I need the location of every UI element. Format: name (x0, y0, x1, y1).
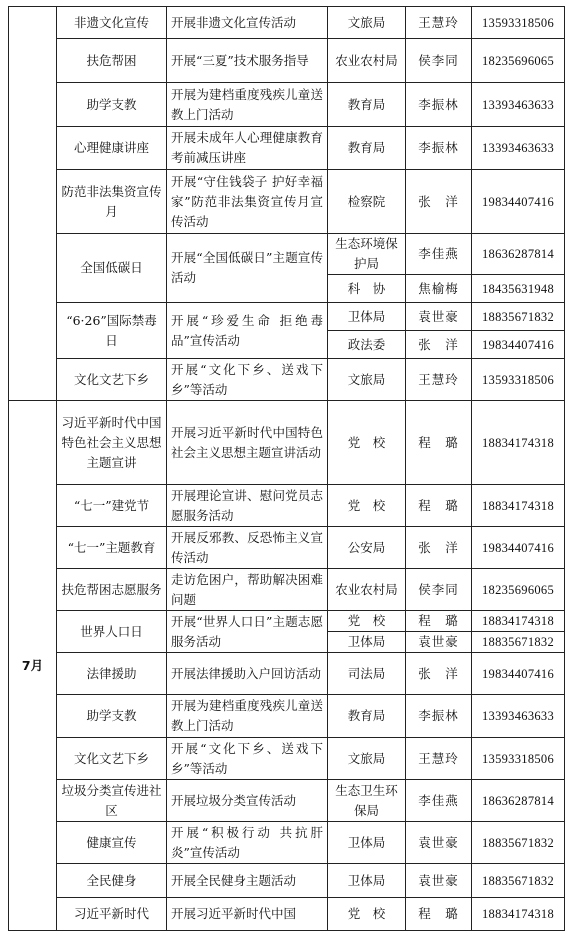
unit-cell: 公安局 (328, 527, 406, 569)
project-cell: 助学支教 (57, 695, 167, 738)
project-cell: 健康宣传 (57, 822, 167, 864)
project-cell: 非遗文化宣传 (57, 7, 167, 39)
person-cell: 王慧玲 (406, 7, 472, 39)
unit-cell: 检察院 (328, 170, 406, 234)
phone-cell: 19834407416 (472, 331, 565, 359)
person-cell: 袁世豪 (406, 632, 472, 653)
phone-cell: 18235696065 (472, 569, 565, 611)
table-row (9, 653, 565, 695)
project-cell: 心理健康讲座 (57, 127, 167, 170)
table-row (9, 611, 565, 632)
person-cell: 李佳燕 (406, 780, 472, 822)
phone-cell: 13393463633 (472, 695, 565, 738)
unit-cell: 文旅局 (328, 738, 406, 780)
table-row (9, 170, 565, 234)
table-row (9, 569, 565, 611)
unit-cell: 教育局 (328, 695, 406, 738)
unit-cell: 司法局 (328, 653, 406, 695)
project-cell: 全国低碳日 (57, 234, 167, 303)
person-cell: 张 洋 (406, 331, 472, 359)
unit-cell: 党 校 (328, 898, 406, 931)
unit-cell: 卫体局 (328, 864, 406, 898)
content-cell: 开展垃圾分类宣传活动 (167, 780, 328, 822)
phone-cell: 18834174318 (472, 611, 565, 632)
phone-cell: 19834407416 (472, 653, 565, 695)
project-cell: “七一”主题教育 (57, 527, 167, 569)
table-row (9, 864, 565, 898)
phone-cell: 18235696065 (472, 39, 565, 83)
table-row (9, 127, 565, 170)
project-cell: 文化文艺下乡 (57, 359, 167, 401)
person-cell: 李振林 (406, 83, 472, 127)
month-cell-prev (9, 7, 57, 401)
content-cell: 开展“世界人口日”主题志愿服务活动 (167, 611, 328, 653)
content-cell: 开展反邪教、反恐怖主义宣传活动 (167, 527, 328, 569)
person-cell: 李佳燕 (406, 234, 472, 275)
person-cell: 王慧玲 (406, 738, 472, 780)
person-cell: 焦榆梅 (406, 275, 472, 303)
content-cell: 开展未成年人心理健康教育考前减压讲座 (167, 127, 328, 170)
unit-cell: 卫体局 (328, 303, 406, 331)
content-cell: 开展“三夏”技术服务指导 (167, 39, 328, 83)
unit-cell: 卫体局 (328, 632, 406, 653)
unit-cell: 生态环境保护局 (328, 234, 406, 275)
person-cell: 程 璐 (406, 401, 472, 485)
table-row (9, 822, 565, 864)
person-cell: 程 璐 (406, 485, 472, 527)
content-cell: 开展“文化下乡、送戏下乡”等活动 (167, 738, 328, 780)
project-cell: 习近平新时代 (57, 898, 167, 931)
person-cell: 程 璐 (406, 611, 472, 632)
person-cell: 李振林 (406, 695, 472, 738)
phone-cell: 19834407416 (472, 170, 565, 234)
phone-cell: 18636287814 (472, 234, 565, 275)
content-cell: 开展“守住钱袋子 护好幸福家”防范非法集资宣传月宣传活动 (167, 170, 328, 234)
unit-cell: 农业农村局 (328, 569, 406, 611)
unit-cell: 生态卫生环保局 (328, 780, 406, 822)
phone-cell: 13393463633 (472, 127, 565, 170)
table-row (9, 401, 565, 485)
content-cell: 开展“全国低碳日”主题宣传活动 (167, 234, 328, 303)
unit-cell: 教育局 (328, 83, 406, 127)
table-row (9, 695, 565, 738)
content-cell: 开展法律援助入户回访活动 (167, 653, 328, 695)
person-cell: 侯李同 (406, 39, 472, 83)
unit-cell: 文旅局 (328, 359, 406, 401)
project-cell: 法律援助 (57, 653, 167, 695)
project-cell: 扶危帮困志愿服务 (57, 569, 167, 611)
unit-cell: 党 校 (328, 485, 406, 527)
phone-cell: 13593318506 (472, 738, 565, 780)
project-cell: “七一”建党节 (57, 485, 167, 527)
unit-cell: 党 校 (328, 401, 406, 485)
phone-cell: 13593318506 (472, 359, 565, 401)
phone-cell: 18834174318 (472, 401, 565, 485)
unit-cell: 政法委 (328, 331, 406, 359)
table-row (9, 303, 565, 331)
table-row (9, 7, 565, 39)
project-cell: 习近平新时代中国特色社会主义思想主题宣讲 (57, 401, 167, 485)
person-cell: 李振林 (406, 127, 472, 170)
content-cell: 开展“珍爱生命 拒绝毒品”宣传活动 (167, 303, 328, 359)
table-row (9, 359, 565, 401)
table-row (9, 780, 565, 822)
table-row (9, 83, 565, 127)
unit-cell: 教育局 (328, 127, 406, 170)
project-cell: 文化文艺下乡 (57, 738, 167, 780)
phone-cell: 18834174318 (472, 485, 565, 527)
person-cell: 张 洋 (406, 527, 472, 569)
phone-cell: 13593318506 (472, 7, 565, 39)
table-row (9, 898, 565, 931)
content-cell: 开展习近平新时代中国特色社会主义思想主题宣讲活动 (167, 401, 328, 485)
content-cell: 开展为建档重度残疾儿童送教上门活动 (167, 83, 328, 127)
unit-cell: 农业农村局 (328, 39, 406, 83)
table-row (9, 234, 565, 275)
table-row (9, 738, 565, 780)
content-cell: 开展习近平新时代中国 (167, 898, 328, 931)
month-cell: 7月 (9, 401, 57, 931)
table-row (9, 39, 565, 83)
project-cell: 世界人口日 (57, 611, 167, 653)
person-cell: 张 洋 (406, 170, 472, 234)
project-cell: 助学支教 (57, 83, 167, 127)
project-cell: “6·26”国际禁毒日 (57, 303, 167, 359)
person-cell: 袁世豪 (406, 864, 472, 898)
content-cell: 开展“积极行动 共抗肝炎”宣传活动 (167, 822, 328, 864)
phone-cell: 18835671832 (472, 864, 565, 898)
person-cell: 侯李同 (406, 569, 472, 611)
schedule-body (9, 7, 565, 931)
phone-cell: 18636287814 (472, 780, 565, 822)
phone-cell: 13393463633 (472, 83, 565, 127)
content-cell: 开展“文化下乡、送戏下乡”等活动 (167, 359, 328, 401)
unit-cell: 卫体局 (328, 822, 406, 864)
content-cell: 开展非遗文化宣传活动 (167, 7, 328, 39)
unit-cell: 党 校 (328, 611, 406, 632)
project-cell: 扶危帮困 (57, 39, 167, 83)
project-cell: 全民健身 (57, 864, 167, 898)
phone-cell: 18835671832 (472, 632, 565, 653)
person-cell: 袁世豪 (406, 303, 472, 331)
table-row (9, 527, 565, 569)
phone-cell: 18835671832 (472, 822, 565, 864)
person-cell: 张 洋 (406, 653, 472, 695)
person-cell: 王慧玲 (406, 359, 472, 401)
activity-schedule-table (8, 6, 565, 931)
phone-cell: 18834174318 (472, 898, 565, 931)
content-cell: 开展全民健身主题活动 (167, 864, 328, 898)
project-cell: 防范非法集资宣传月 (57, 170, 167, 234)
content-cell: 开展为建档重度残疾儿童送教上门活动 (167, 695, 328, 738)
phone-cell: 18435631948 (472, 275, 565, 303)
project-cell: 垃圾分类宣传进社区 (57, 780, 167, 822)
table-row (9, 485, 565, 527)
unit-cell: 文旅局 (328, 7, 406, 39)
phone-cell: 19834407416 (472, 527, 565, 569)
person-cell: 袁世豪 (406, 822, 472, 864)
phone-cell: 18835671832 (472, 303, 565, 331)
content-cell: 开展理论宣讲、慰问党员志愿服务活动 (167, 485, 328, 527)
unit-cell: 科 协 (328, 275, 406, 303)
person-cell: 程 璐 (406, 898, 472, 931)
content-cell: 走访危困户，帮助解决困难问题 (167, 569, 328, 611)
